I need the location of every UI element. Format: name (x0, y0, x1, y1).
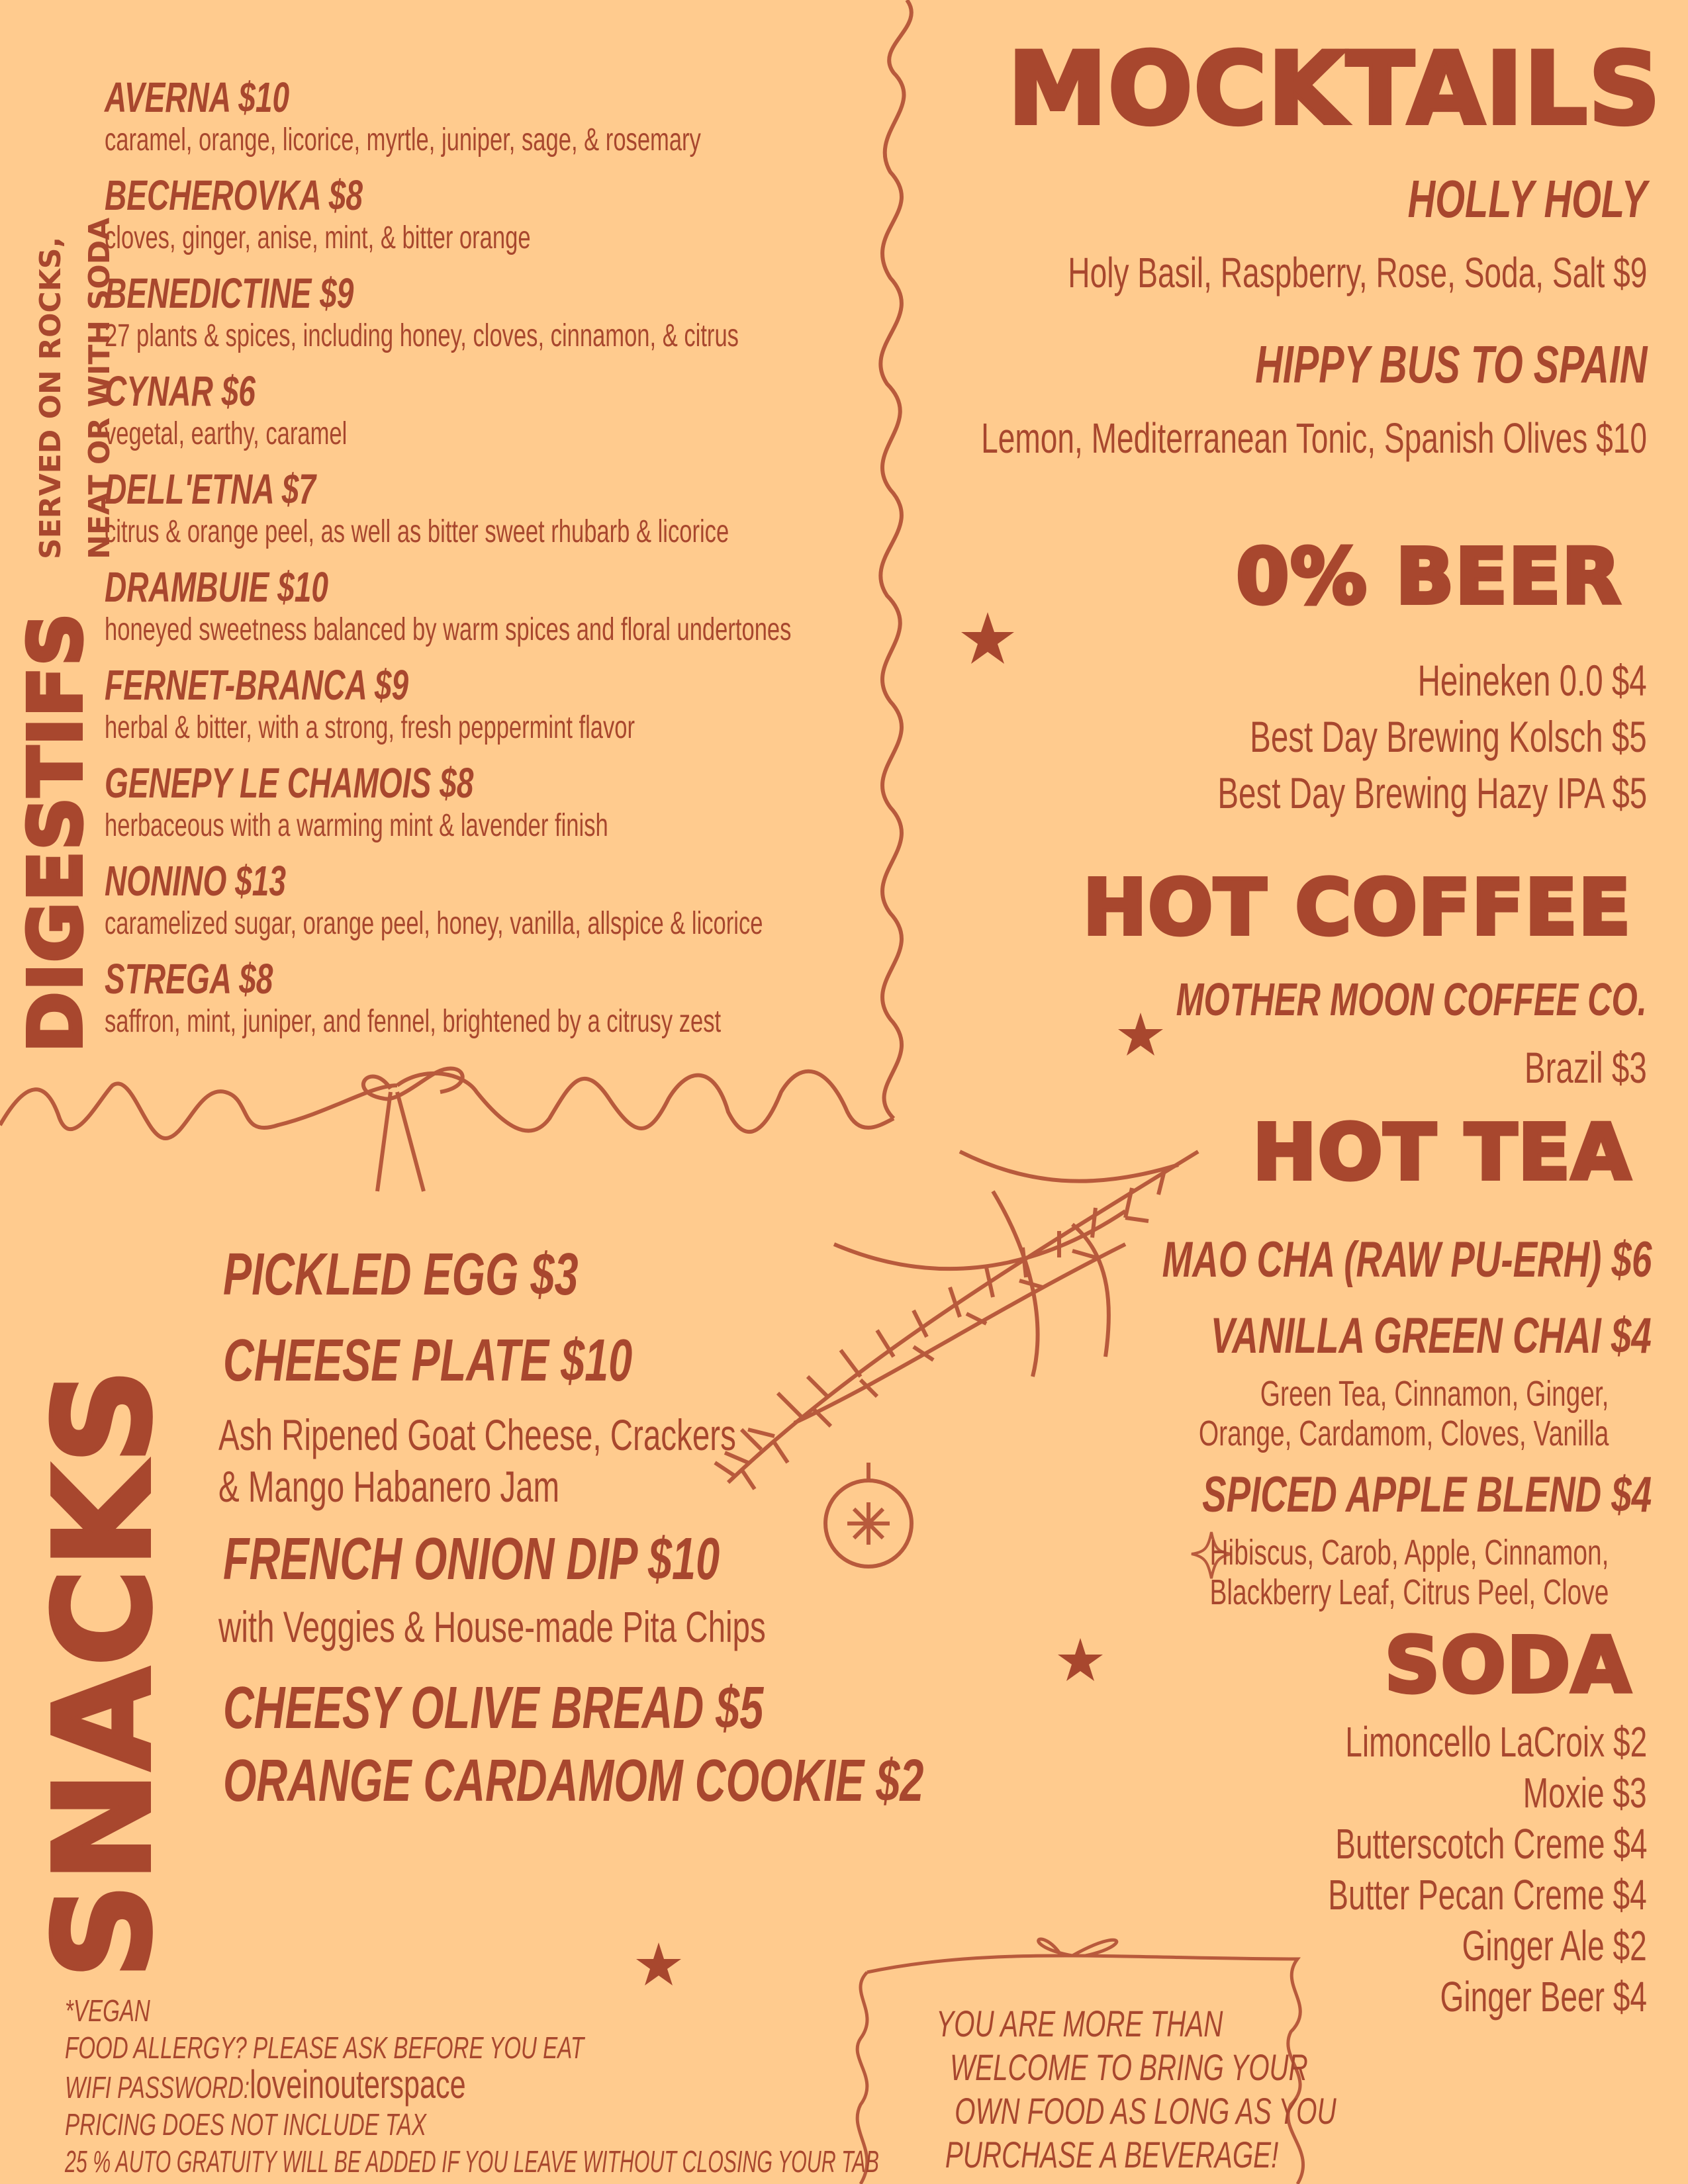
soda-title: SODA (1384, 1621, 1632, 1710)
coffee-item: Brazil $3 (1524, 1043, 1647, 1092)
digestif-name-row (105, 74, 933, 120)
mocktail-description-row (843, 248, 1647, 297)
digestif-name: GENEPY LE CHAMOIS $8 (105, 759, 474, 807)
tea-name: SPICED APPLE BLEND $4 (1201, 1467, 1652, 1523)
snack-item (223, 1525, 913, 1594)
digestif-name-row (105, 172, 696, 218)
digestif-item (105, 662, 841, 748)
digestif-desc-row (105, 610, 1058, 650)
soda-item-row (1360, 1972, 1647, 2021)
digestif-name: CYNAR $6 (105, 367, 256, 415)
notice-line: YOU ARE MORE THAN (936, 2003, 1223, 2044)
digestif-item (105, 172, 696, 258)
soda-item: Moxie $3 (1523, 1769, 1647, 1817)
tea-description: Blackberry Leaf, Citrus Peel, Clove (1209, 1572, 1609, 1612)
beer-item-row (1329, 655, 1647, 705)
digestif-desc-row (105, 316, 985, 356)
soda-item: Limoncello LaCroix $2 (1345, 1718, 1647, 1766)
mocktail-name: HIPPY BUS TO SPAIN (1254, 335, 1647, 394)
snack-description-row (218, 1461, 692, 1512)
tea-name: VANILLA GREEN CHAI $4 (1211, 1308, 1652, 1364)
soda-item-row (1214, 1819, 1648, 1868)
snacks-title: SNACKS (26, 1367, 181, 1979)
mocktail-description: Holy Basil, Raspberry, Rose, Soda, Salt $9 (1067, 249, 1647, 296)
soda-item: Ginger Beer $4 (1440, 1973, 1647, 2021)
snack-name: CHEESE PLATE $10 (223, 1328, 633, 1394)
digestif-name-row (105, 662, 841, 708)
digestif-desc-row (105, 806, 804, 846)
digestif-name: DELL'ETNA $7 (105, 465, 316, 513)
subtitle-line: SERVED ON ROCKS, (34, 236, 68, 559)
digestif-name-row (105, 956, 961, 1002)
digestif-name-row (105, 466, 972, 512)
snack-item (223, 1674, 974, 1743)
digestif-name: FERNET-BRANCA $9 (105, 661, 409, 709)
notice-line: WELCOME TO BRING YOUR (950, 2046, 1308, 2088)
digestif-desc-row (105, 120, 933, 160)
beer-item-row (1051, 768, 1647, 818)
snack-description: & Mango Habanero Jam (218, 1462, 560, 1511)
snack-name: PICKLED EGG $3 (223, 1242, 579, 1308)
notice-line: OWN FOOD AS LONG AS YOU (955, 2090, 1336, 2132)
digestif-desc-row (105, 1002, 961, 1042)
snack-name: FRENCH ONION DIP $10 (223, 1526, 720, 1592)
tea-name-row (1027, 1466, 1652, 1524)
digestif-desc-row (105, 414, 442, 454)
snack-description-row (218, 1602, 978, 1652)
digestif-desc-row (105, 904, 1019, 944)
coffee-roaster (993, 973, 1647, 1026)
digestif-name-row (105, 368, 442, 414)
digestif-description: cloves, ginger, anise, mint, & bitter orange (105, 220, 531, 255)
snack-description: Ash Ripened Goat Cheese, Crackers (218, 1410, 736, 1459)
vegan-note: *VEGAN (65, 1993, 150, 2028)
digestif-name: BECHEROVKA $8 (105, 171, 363, 219)
digestif-desc-row (105, 512, 972, 552)
beer-item-row (1096, 711, 1647, 762)
snack-name: CHEESY OLIVE BREAD $5 (223, 1675, 764, 1741)
digestif-name: BENEDICTINE $9 (105, 269, 354, 317)
digestif-description: saffron, mint, juniper, and fennel, brightened by a citrusy zest (105, 1004, 722, 1039)
soda-item: Ginger Ale $2 (1462, 1922, 1647, 1970)
tax-note: PRICING DOES NOT INCLUDE TAX (65, 2107, 426, 2142)
beer-title: 0% BEER (1236, 533, 1622, 621)
mocktail-description: Lemon, Mediterranean Tonic, Spanish Olives $10 (981, 414, 1647, 462)
digestif-name-row (105, 858, 1019, 904)
digestif-description: honeyed sweetness balanced by warm spices and floral undertones (105, 612, 792, 647)
roaster-name: MOTHER MOON COFFEE CO. (1176, 974, 1647, 1025)
notice-line: PURCHASE A BEVERAGE! (945, 2134, 1279, 2175)
digestif-description: herbal & bitter, with a strong, fresh peppermint flavor (105, 710, 635, 745)
tea-description-row (1125, 1373, 1609, 1414)
mocktails-title: MOCKTAILS (1008, 32, 1662, 147)
digestif-item (105, 858, 1019, 944)
digestifs-title: DIGESTIFS (13, 612, 98, 1052)
allergy-note: FOOD ALLERGY? PLEASE ASK BEFORE YOU EAT (65, 2030, 585, 2065)
digestif-description: caramelized sugar, orange peel, honey, vanilla, allspice & licorice (105, 906, 763, 941)
soda-item-row (1228, 1717, 1647, 1766)
tea-description-row (1039, 1413, 1609, 1454)
soda-item: Butterscotch Creme $4 (1335, 1820, 1647, 1868)
digestif-name: DRAMBUIE $10 (105, 563, 328, 611)
tea-description-row (1055, 1532, 1609, 1573)
wifi-password: loveinouterspace (250, 2062, 466, 2107)
digestif-name: AVERNA $10 (105, 73, 290, 121)
coffee-title: HOT COFFEE (1083, 864, 1632, 952)
soda-item-row (1475, 1768, 1647, 1817)
soda-item: Butter Pecan Creme $4 (1328, 1871, 1647, 1919)
digestif-item (105, 564, 1058, 650)
tea-name-row (1039, 1307, 1652, 1365)
tea-description: Hibiscus, Carob, Apple, Cinnamon, (1209, 1533, 1609, 1572)
digestif-name-row (105, 564, 1058, 610)
mocktail-description-row (722, 414, 1647, 463)
tea-name-row (972, 1231, 1652, 1289)
mocktail-name-row (1315, 169, 1647, 230)
beer-item: Best Day Brewing Kolsch $5 (1250, 712, 1647, 761)
coffee-item-row (1477, 1042, 1647, 1093)
digestif-name: STREGA $8 (105, 955, 273, 1003)
beer-item: Best Day Brewing Hazy IPA $5 (1217, 768, 1647, 817)
snack-item (223, 1327, 792, 1395)
digestif-description: vegetal, earthy, caramel (105, 416, 348, 451)
digestif-desc-row (105, 218, 696, 258)
digestif-item (105, 956, 961, 1042)
digestif-name-row (105, 760, 804, 806)
mocktail-name: HOLLY HOLY (1407, 169, 1647, 228)
tea-name: MAO CHA (RAW PU-ERH) $6 (1162, 1232, 1652, 1288)
tea-title: HOT TEA (1252, 1109, 1632, 1197)
snack-item (223, 1747, 1196, 1815)
snack-item (223, 1241, 716, 1309)
digestif-description: caramel, orange, licorice, myrtle, juniper, sage, & rosemary (105, 122, 701, 158)
snack-name: ORANGE CARDAMOM COOKIE $2 (223, 1748, 924, 1814)
digestif-item (105, 466, 972, 552)
soda-item-row (1204, 1870, 1647, 1919)
digestif-item (105, 760, 804, 846)
mocktail-name-row (1103, 334, 1647, 395)
tea-description-row (1055, 1572, 1609, 1613)
digestif-description: citrus & orange peel, as well as bitter sweet rhubarb & licorice (105, 514, 729, 549)
snack-description-row (218, 1410, 937, 1460)
digestif-name: NONINO $13 (105, 857, 287, 905)
tea-description: Orange, Cardamom, Cloves, Vanilla (1198, 1414, 1609, 1453)
snack-description: with Veggies & House-made Pita Chips (218, 1602, 766, 1651)
byo-food-notice (880, 2002, 1336, 2177)
digestif-desc-row (105, 708, 841, 748)
digestif-description: herbaceous with a warming mint & lavender finish (105, 808, 608, 843)
digestif-description: 27 plants & spices, including honey, cloves, cinnamon, & citrus (105, 318, 739, 353)
beer-item: Heineken 0.0 $4 (1417, 656, 1647, 705)
subtitle-line: NEAT OR WITH SODA (83, 217, 117, 559)
gratuity-note: 25 % AUTO GRATUITY WILL BE ADDED IF YOU LEAVE WITHOUT CLOSING YOUR TAB (65, 2144, 879, 2179)
digestif-item (105, 74, 933, 160)
digestif-item (105, 368, 442, 454)
wifi-label: WIFI PASSWORD: (65, 2070, 250, 2105)
soda-item-row (1390, 1921, 1647, 1970)
tea-description: Green Tea, Cinnamon, Ginger, (1260, 1374, 1609, 1414)
